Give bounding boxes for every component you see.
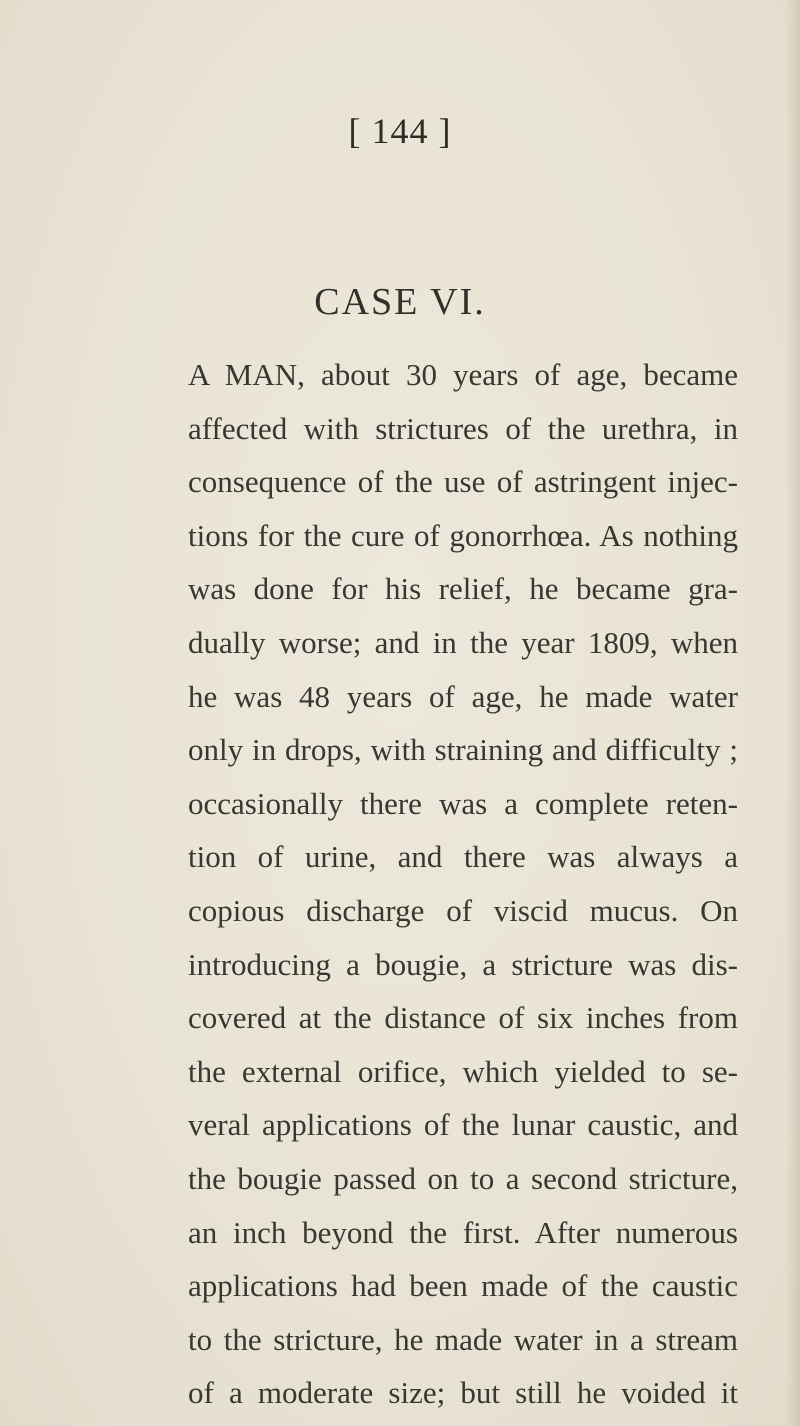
text-line: consequence of the use of astringent injec- xyxy=(188,464,738,500)
text-line: copious discharge of viscid mucus. On xyxy=(188,892,738,928)
text-line: applications had been made of the caustic xyxy=(188,1268,738,1304)
text-line: covered at the distance of six inches from xyxy=(188,1000,738,1036)
text-line: A MAN, about 30 years of age, became xyxy=(188,357,738,392)
body-paragraph xyxy=(188,348,738,1420)
text-line: the bougie passed on to a second stricture, xyxy=(188,1160,738,1196)
case-heading: CASE VI. xyxy=(314,281,486,323)
text-line: affected with strictures of the urethra, in xyxy=(188,410,738,446)
text-line: of a moderate size; but still he voided it xyxy=(188,1375,738,1411)
text-line: dually worse; and in the year 1809, when xyxy=(188,624,738,660)
text-line: the external orifice, which yielded to se- xyxy=(188,1053,738,1089)
text-line: he was 48 years of age, he made water xyxy=(188,678,738,714)
text-line: tion of urine, and there was always a xyxy=(188,839,738,875)
text-line: veral applications of the lunar caustic, and xyxy=(188,1107,738,1143)
text-line: tions for the cure of gonorrhœa. As nothing xyxy=(188,517,738,553)
text-line: only in drops, with straining and difficulty ; xyxy=(188,732,738,768)
text-line: introducing a bougie, a stricture was dis- xyxy=(188,946,738,982)
text-line: was done for his relief, he became gra- xyxy=(188,571,738,607)
text-line: occasionally there was a complete reten- xyxy=(188,785,738,821)
text-line: to the stricture, he made water in a stream xyxy=(188,1321,738,1357)
page-edge-shadow xyxy=(786,0,800,1426)
text-line: an inch beyond the first. After numerous xyxy=(188,1214,738,1250)
page-number: [ 144 ] xyxy=(348,111,452,151)
